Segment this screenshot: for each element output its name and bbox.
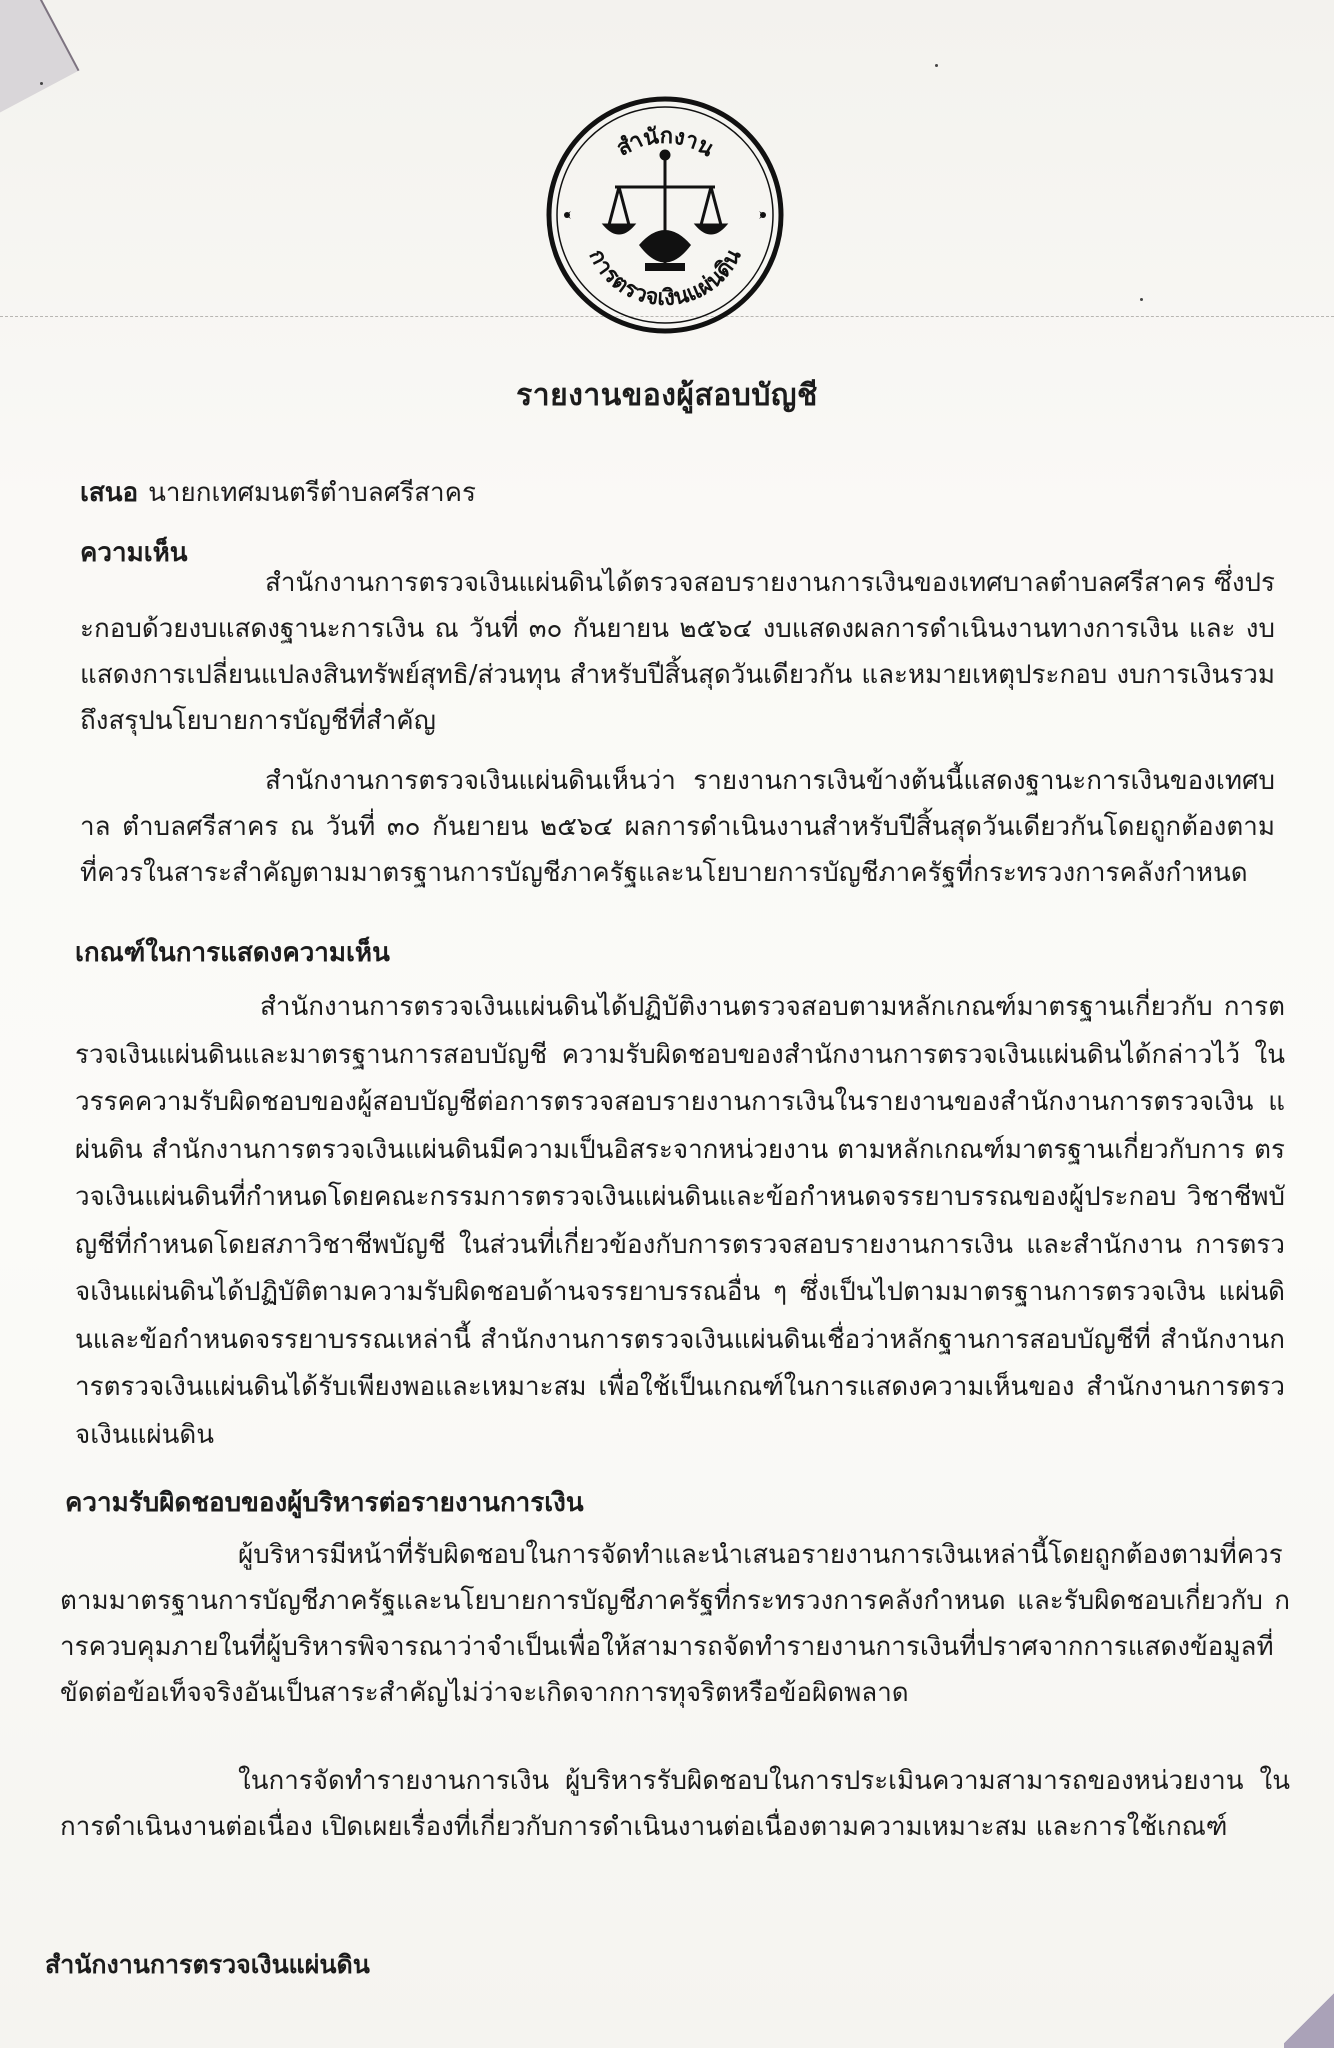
scan-speck bbox=[1140, 298, 1143, 301]
scan-speck bbox=[40, 82, 43, 85]
page-corner-shadow bbox=[0, 0, 79, 113]
footer-office-name: สำนักงานการตรวจเงินแผ่นดิน bbox=[45, 1950, 370, 1979]
paragraph-management-1: ผู้บริหารมีหน้าที่รับผิดชอบในการจัดทำและนำเสนอรายงานการเงินเหล่านี้โดยถูกต้องตามที่ควร ตามมาตรฐานการบัญชีภาครัฐและนโยบายการบัญชีภาครัฐที่กระทรวงการคลังกำหนด และรับผิดชอบเกี่ยวกับ การควบคุมภายในที่ผู้บริหารพิจารณาว่าจำเป็นเพื่อให้สามารถจัดทำรายงานการเงินที่ปราศจากการแสดงข้อมูลที่ ขัดต่อข้อเท็จจริงอันเป็นสาระสำคัญไม่ว่าจะเกิดจากการทุจริตหรือข้อผิดพลาด bbox=[60, 1540, 1290, 1708]
section-heading-basis: เกณฑ์ในการแสดงความเห็น bbox=[75, 938, 390, 968]
seal-bottom-text: การตรวจเงินแผ่นดิน bbox=[583, 245, 747, 312]
paragraph-basis-1: สำนักงานการตรวจเงินแผ่นดินได้ปฏิบัติงานตรวจสอบตามหลักเกณฑ์มาตรฐานเกี่ยวกับ การตรวจเงินแผ่นดินและมาตรฐานการสอบบัญชี ความรับผิดชอบของสำนักงานการตรวจเงินแผ่นดินได้กล่าวไว้ ในวรรคความรับผิดชอบของผู้สอบบัญชีต่อการตรวจสอบรายงานการเงินในรายงานของสำนักงานการตรวจเงิน แผ่นดิน สำนักงานการตรวจเงินแผ่นดินมีความเป็นอิสระจากหน่วยงาน ตามหลักเกณฑ์มาตรฐานเกี่ยวกับการ ตรวจเงินแผ่นดินที่กำหนดโดยคณะกรรมการตรวจเงินแผ่นดินและข้อกำหนดจรรยาบรรณของผู้ประกอบ วิชาชีพบัญชีที่กำหนดโดยสภาวิชาชีพบัญชี ในส่วนที่เกี่ยวข้องกับการตรวจสอบรายงานการเงิน และสำนักงาน การตรวจเงินแผ่นดินได้ปฏิบัติตามความรับผิดชอบด้านจรรยาบรรณอื่น ๆ ซึ่งเป็นไปตามมาตรฐานการตรวจเงิน แผ่นดินและข้อกำหนดจรรยาบรรณเหล่านี้ สำนักงานการตรวจเงินแผ่นดินเชื่อว่าหลักฐานการสอบบัญชีที่ สำนักงานการตรวจเงินแผ่นดินได้รับเพียงพอและเหมาะสม เพื่อใช้เป็นเกณฑ์ในการแสดงความเห็นของ สำนักงานการตรวจเงินแผ่นดิน bbox=[75, 992, 1285, 1450]
paragraph-opinion-2: สำนักงานการตรวจเงินแผ่นดินเห็นว่า รายงานการเงินข้างต้นนี้แสดงฐานะการเงินของเทศบาล ตำบลศรีสาคร ณ วันที่ ๓๐ กันยายน ๒๕๖๔ ผลการดำเนินงานสำหรับปีสิ้นสุดวันเดียวกันโดยถูกต้องตาม ที่ควรในสาระสำคัญตามมาตรฐานการบัญชีภาครัฐและนโยบายการบัญชีภาครัฐที่กระทรวงการคลังกำหนด bbox=[80, 766, 1275, 888]
office-seal bbox=[545, 95, 785, 335]
paragraph-opinion-1: สำนักงานการตรวจเงินแผ่นดินได้ตรวจสอบรายงานการเงินของเทศบาลตำบลศรีสาคร ซึ่งประกอบด้วยงบแสดงฐานะการเงิน ณ วันที่ ๓๐ กันยายน ๒๕๖๔ งบแสดงผลการดำเนินงานทางการเงิน และ งบแสดงการเปลี่ยนแปลงสินทรัพย์สุทธิ/ส่วนทุน สำหรับปีสิ้นสุดวันเดียวกัน และหมายเหตุประกอบ งบการเงินรวมถึงสรุปนโยบายการบัญชีที่สำคัญ bbox=[80, 568, 1275, 736]
addressee-name: นายกเทศมนตรีตำบลศรีสาคร bbox=[148, 478, 477, 508]
page-corner-fold bbox=[1284, 1988, 1334, 2048]
paragraph-management-2: ในการจัดทำรายงานการเงิน ผู้บริหารรับผิดชอบในการประเมินความสามารถของหน่วยงาน ในการดำเนินงานต่อเนื่อง เปิดเผยเรื่องที่เกี่ยวกับการดำเนินงานต่อเนื่องตามความเหมาะสม และการใช้เกณฑ์ bbox=[60, 1766, 1290, 1842]
page-title: รายงานของผู้สอบบัญชี bbox=[516, 378, 818, 413]
addressee-label: เสนอ bbox=[80, 478, 139, 508]
section-heading-opinion: ความเห็น bbox=[80, 538, 188, 568]
scan-speck bbox=[935, 64, 938, 67]
section-heading-management: ความรับผิดชอบของผู้บริหารต่อรายงานการเงิน bbox=[65, 1488, 584, 1518]
addressee-line bbox=[80, 472, 476, 513]
seal-top-text: สำนักงาน bbox=[612, 123, 719, 163]
